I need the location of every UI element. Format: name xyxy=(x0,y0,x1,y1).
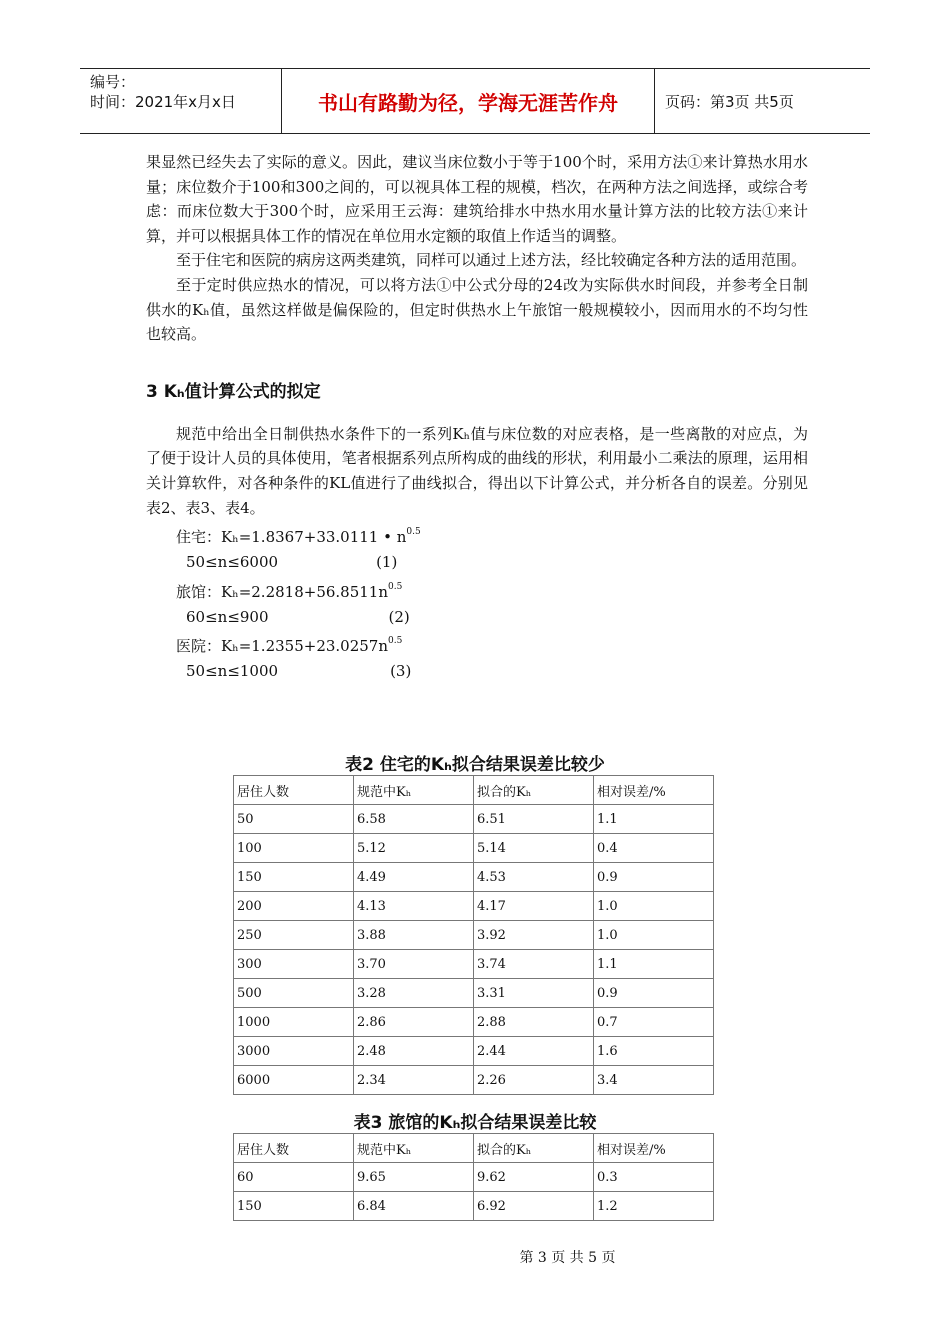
table-row xyxy=(234,805,714,834)
table-cell: 5.14 xyxy=(474,834,594,863)
table-cell: 0.9 xyxy=(594,863,714,892)
table-cell: 5.12 xyxy=(354,834,474,863)
table-cell: 6.58 xyxy=(354,805,474,834)
table-header-cell: 居住人数 xyxy=(234,776,354,805)
table-cell: 3.92 xyxy=(474,921,594,950)
table-row xyxy=(234,1037,714,1066)
page-footer: 第 3 页 共 5 页 xyxy=(519,1250,616,1266)
table-cell: 3.4 xyxy=(594,1066,714,1095)
header-motto: 书山有路勤为径，学海无涯苦作舟 xyxy=(282,69,655,133)
table-cell: 3.70 xyxy=(354,950,474,979)
table-row xyxy=(234,863,714,892)
paragraph: 至于定时供应热水的情况，可以将方法①中公式分母的24改为实际供水时间段，并参考全日制供水的Kₕ值，虽然这样做是偏保险的，但定时供热水上午旅馆一般规模较小，因而用水的不均匀性也较高。 xyxy=(146,275,808,344)
table-cell: 150 xyxy=(234,863,354,892)
table-header-cell: 拟合的Kₕ xyxy=(474,1134,594,1163)
table-cell: 100 xyxy=(234,834,354,863)
table-row xyxy=(234,1163,714,1192)
header-page-indicator: 页码：第3页 共5页 xyxy=(665,92,794,111)
formula-range: 50≤n≤1000 (3) xyxy=(186,662,412,681)
paragraph: 至于住宅和医院的病房这两类建筑，同样可以通过上述方法，经比较确定各种方法的适用范围。 xyxy=(176,251,807,270)
table-header-cell: 拟合的Kₕ xyxy=(474,776,594,805)
table-header-cell: 居住人数 xyxy=(234,1134,354,1163)
table-cell: 3.88 xyxy=(354,921,474,950)
table-header-row xyxy=(234,776,714,805)
table-cell: 1.1 xyxy=(594,805,714,834)
table-row xyxy=(234,979,714,1008)
table-cell: 300 xyxy=(234,950,354,979)
document-body xyxy=(146,150,808,684)
page-header xyxy=(80,68,870,134)
table-cell: 2.86 xyxy=(354,1008,474,1037)
table-cell: 150 xyxy=(234,1192,354,1221)
table-cell: 9.65 xyxy=(354,1163,474,1192)
table-cell: 6.84 xyxy=(354,1192,474,1221)
table-row xyxy=(234,1066,714,1095)
table-cell: 0.3 xyxy=(594,1163,714,1192)
table-header-cell: 相对误差/% xyxy=(594,1134,714,1163)
formula-list xyxy=(146,520,808,684)
section-heading: 3 Kₕ值计算公式的拟定 xyxy=(146,381,321,402)
table-cell: 0.7 xyxy=(594,1008,714,1037)
table-cell: 3.28 xyxy=(354,979,474,1008)
table-cell: 6000 xyxy=(234,1066,354,1095)
formula-expression: 医院：$K_h=1.2355+23.0257n^{0.5}$ xyxy=(176,636,403,656)
table-cell: 4.13 xyxy=(354,892,474,921)
table-cell: 3.31 xyxy=(474,979,594,1008)
document-number-label: 编号： xyxy=(90,73,136,91)
table-cell: 60 xyxy=(234,1163,354,1192)
table-row xyxy=(234,834,714,863)
table2 xyxy=(233,775,714,1095)
table-cell: 4.49 xyxy=(354,863,474,892)
formula-range: 60≤n≤900 (2) xyxy=(186,607,410,626)
table-header-cell: 规范中Kₕ xyxy=(354,1134,474,1163)
paragraph: 规范中给出全日制供热水条件下的一系列Kₕ值与床位数的对应表格，是一些离散的对应点，为了便于设计人员的具体使用，笔者根据系列点所构成的曲线的形状，利用最小二乘法的原理，运用相关计算软件，对各种条件的KL值进行了曲线拟合，得出以下计算公式，并分析各自的误差。分别见表2、表3、表4。 xyxy=(146,424,808,517)
table-cell: 4.53 xyxy=(474,863,594,892)
table-row xyxy=(234,1192,714,1221)
table-cell: 0.4 xyxy=(594,834,714,863)
table-cell: 4.17 xyxy=(474,892,594,921)
table-cell: 1.0 xyxy=(594,892,714,921)
table-cell: 50 xyxy=(234,805,354,834)
table-cell: 3000 xyxy=(234,1037,354,1066)
table-cell: 2.44 xyxy=(474,1037,594,1066)
table3 xyxy=(233,1133,714,1221)
table-cell: 1.0 xyxy=(594,921,714,950)
table-cell: 2.26 xyxy=(474,1066,594,1095)
table-row xyxy=(234,892,714,921)
table-cell: 2.88 xyxy=(474,1008,594,1037)
table-cell: 250 xyxy=(234,921,354,950)
table-cell: 2.34 xyxy=(354,1066,474,1095)
header-meta xyxy=(80,69,282,133)
table3-caption: 表3 旅馆的Kₕ拟合结果误差比较 xyxy=(353,1113,597,1133)
table-header-cell: 相对误差/% xyxy=(594,776,714,805)
formula-range: 50≤n≤6000 (1) xyxy=(186,552,398,571)
table-cell: 3.74 xyxy=(474,950,594,979)
table-row xyxy=(234,950,714,979)
table-cell: 6.92 xyxy=(474,1192,594,1221)
table-cell: 1.1 xyxy=(594,950,714,979)
table-header-cell: 规范中Kₕ xyxy=(354,776,474,805)
table2-caption: 表2 住宅的Kₕ拟合结果误差比较少 xyxy=(345,755,605,775)
formula-expression: 旅馆：$K_h=2.2818+56.8511n^{0.5}$ xyxy=(176,581,403,601)
paragraph: 果显然已经失去了实际的意义。因此，建议当床位数小于等于100个时，采用方法①来计算热水用水量；床位数介于100和300之间的，可以视具体工程的规模，档次，在两种方法之间选择，或综合考虑：而床位数大于300个时，应采用王云海：建筑给排水中热水用水量计算方法的比较方法①来计算，并可以根据具体工作的情况在单位用水定额的取值上作适当的调整。 xyxy=(146,153,808,245)
table-row xyxy=(234,921,714,950)
table-cell: 1.6 xyxy=(594,1037,714,1066)
table-cell: 500 xyxy=(234,979,354,1008)
table-cell: 200 xyxy=(234,892,354,921)
document-date-label: 时间：2021年x月x日 xyxy=(90,93,236,111)
table-cell: 0.9 xyxy=(594,979,714,1008)
table-row xyxy=(234,1008,714,1037)
table-cell: 1.2 xyxy=(594,1192,714,1221)
table-cell: 9.62 xyxy=(474,1163,594,1192)
table-cell: 2.48 xyxy=(354,1037,474,1066)
table-cell: 6.51 xyxy=(474,805,594,834)
table-header-row xyxy=(234,1134,714,1163)
formula-expression: 住宅：Kₕ=1.8367+33.0111 • $n^{0.5}$ xyxy=(176,527,421,547)
table-cell: 1000 xyxy=(234,1008,354,1037)
